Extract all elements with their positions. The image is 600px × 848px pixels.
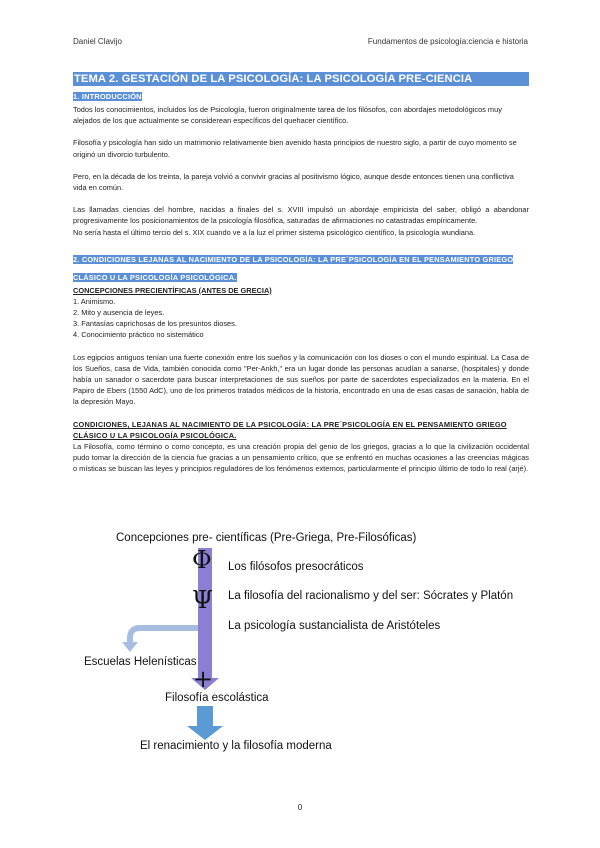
paragraph: La Filosofía, como término o como concepto, es una creación propia del genio de los griegos, gracias a lo que la civilización occidental pudo tomar la dirección de la ciencia fue gracias a un pensamiento crítico, que se enfrentó en muchas ocasiones a las creencias mágicas o místicas se buscan las leyes y principios reguladores de los fenómenos externos, particularmente el principio último de todo lo real (arjé). xyxy=(73,441,529,474)
paragraph: Filosofía y psicología han sido un matrimonio relativamente bien avenido hasta principios de nuestro siglo, a partir de cuyo momento se originó un divorcio turbulento. xyxy=(73,138,517,159)
bottom-arrow-head xyxy=(187,726,223,740)
page-title: TEMA 2. GESTACIÓN DE LA PSICOLOGÍA: LA PSICOLOGÍA PRE-CIENCIA xyxy=(73,72,529,86)
paragraph: Las llamadas ciencias del hombre, nacidas a finales del s. XVIII impulsó un abordaje empiricista del saber, obligó a abandonar progresivamente los posicionamientos de la psicología filosófica, saturadas de afirmaciones no catastradas empíricamente. xyxy=(73,205,529,226)
page-number: 0 xyxy=(297,803,303,812)
diagram-top-label: Concepciones pre- científicas (Pre-Griega, Pre-Filosóficas) xyxy=(116,532,417,544)
diagram-item-aristoteles: La psicología sustancialista de Aristóteles xyxy=(228,620,441,632)
document-body xyxy=(73,72,529,474)
paragraph: Pero, en la década de los treinta, la pareja volvió a convivir gracias al positivismo lógico, aunque desde entonces tienen una conflictiva vida en común. xyxy=(73,171,514,193)
history-diagram xyxy=(80,528,530,763)
diagram-bottom-label: El renacimiento y la filosofía moderna xyxy=(140,740,332,752)
section-heading-conditions: 2. CONDICIONES LEJANAS AL NACIMIENTO DE LA PSICOLOGÍA: LA PRE´PSICOLOGÍA EN EL PENSAMIENTO GRIEGO CLÁSICO U LA PSICOLOGÍA PSICOLÓGICA. xyxy=(73,254,514,282)
bottom-arrow-shaft xyxy=(197,706,213,726)
section-conditions xyxy=(73,249,529,474)
plus-symbol: + xyxy=(193,665,214,693)
paragraph: Los egipcios antiguos tenían una fuerte conexión entre los sueños y la comunicación con los dioses o con el mundo espiritual. La Casa de los Sueños, casa de Vida, también conocida como "Per-Ankh," era un lugar donde las personas acudían a sanarse, (hospitales) y donde había un sanador o sacerdote para buscar interpretaciones de sus sueños por parte de sacerdotes especializados en la materia. En el Papiro de Ebers (1550 AdC), uno de los primeros tratados médicos de la historia, encontrado en una de esas casas de sanación, habla de la depresión Mayo. xyxy=(73,352,529,407)
section-intro xyxy=(73,86,529,238)
diagram-item-presocraticos: Los filósofos presocráticos xyxy=(228,561,364,573)
psi-symbol: Ψ xyxy=(192,586,214,614)
header-course: Fundamentos de psicología:ciencia e historia xyxy=(367,37,528,46)
diagram-item-racionalismo: La filosofía del racionalismo y del ser: Sócrates y Platón xyxy=(228,590,514,602)
paragraph: No sería hasta el último tercio del s. XIX cuando ve a la luz el primer sistema psicológico científico, la psicología wundiana. xyxy=(73,227,476,237)
phi-symbol: Φ xyxy=(192,546,212,574)
paragraph: Todos los conocimientos, incluidos los de Psicología, fueron originalmente tarea de los filósofos, con abordajes metodológicos muy alejados de los que actualmente se considerean específicos del quehacer científico. xyxy=(73,105,502,126)
subheading-precientificas: CONCEPCIONES PRECIENTÍFICAS (ANTES DE GRECIA) xyxy=(73,285,272,295)
list xyxy=(73,296,529,341)
list-item: 1. Animismo. xyxy=(73,296,116,306)
diagram-item-escolastica: Filosofía escolástica xyxy=(165,692,269,704)
section-heading-intro: 1. INTRODUCCIÓN xyxy=(73,92,142,101)
header-author: Daniel Clavijo xyxy=(73,37,122,46)
list-item: 2. Mito y ausencia de leyes. xyxy=(73,308,165,318)
list-item: 3. Fantasías caprichosas de los presuntos dioses. xyxy=(73,319,237,329)
subheading-greek: CONDICIONES, LEJANAS AL NACIMIENTO DE LA PSICOLOGÍA: LA PRE´PSICOLOGÍA EN EL PENSAMIENTO GRIEGO CLÁSICO U LA PSICOLOGÍA PSICOLÓGICA. xyxy=(73,419,507,440)
branch-arrow xyxy=(130,628,198,644)
list-item: 4. Conocimiento práctico no sistemático xyxy=(73,330,204,340)
diagram-branch-helenisticas: Escuelas Helenísticas xyxy=(84,656,197,668)
branch-arrow-head xyxy=(122,642,138,652)
